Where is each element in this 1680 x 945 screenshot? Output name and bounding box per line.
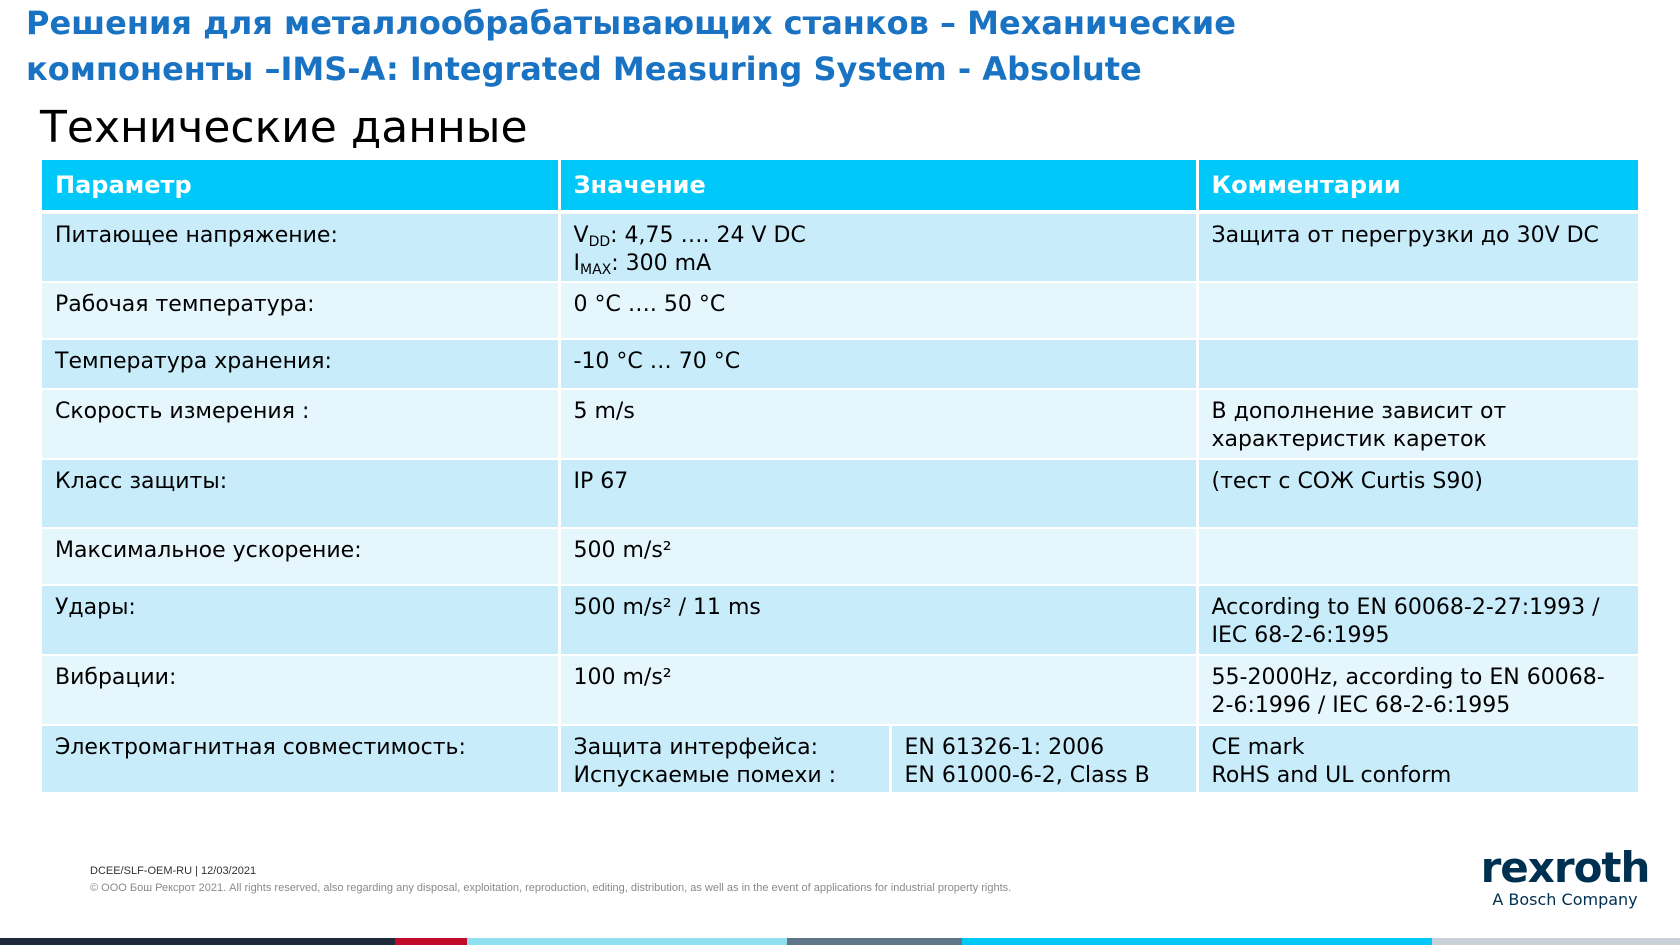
param-cell: Температура хранения:: [42, 339, 559, 389]
value-cell: -10 °C … 70 °C: [559, 339, 1197, 389]
param-cell: Рабочая температура:: [42, 282, 559, 339]
value-cell: 500 m/s² / 11 ms: [559, 585, 1197, 655]
section-title: Технические данные: [40, 102, 528, 153]
slide-title-line-1: Решения для металлообрабатывающих станков – Механические: [26, 4, 1236, 42]
table-row-speed: [42, 389, 1638, 459]
header-comment: Комментарии: [1197, 160, 1638, 212]
table-row-vibration: [42, 655, 1638, 725]
bottom-bar-segment: [467, 938, 787, 945]
emc-label-emission: Испускаемые помехи :: [573, 763, 837, 788]
value-cell: 100 m/s²: [559, 655, 1197, 725]
value-cell: 500 m/s²: [559, 528, 1197, 585]
table-row-supply: [42, 212, 1638, 282]
comment-cell: [1197, 282, 1638, 339]
bottom-bar-segment: [1432, 938, 1680, 945]
emc-comment-2: RoHS and UL conform: [1211, 763, 1452, 788]
comment-cell: [1197, 725, 1638, 793]
bottom-bar-segment: [395, 938, 467, 945]
param-cell: Вибрации:: [42, 655, 559, 725]
header-param: Параметр: [42, 160, 559, 212]
param-cell: Удары:: [42, 585, 559, 655]
value-cell: [559, 212, 1197, 282]
param-cell: Максимальное ускорение:: [42, 528, 559, 585]
slide-title: [26, 0, 1526, 92]
emc-standards-cell: [890, 725, 1197, 793]
imax-value: $I_{MAX}$: 300 mA: [573, 251, 712, 278]
emc-standard-2: EN 61000-6-2, Class B: [904, 763, 1150, 788]
header-value: Значение: [559, 160, 1197, 212]
slide-title-line-2: компоненты –IMS-A: Integrated Measuring System - Absolute: [26, 50, 1142, 88]
table-row-shock: [42, 585, 1638, 655]
table-row-storage-temp: [42, 339, 1638, 389]
param-cell: Класс защиты:: [42, 459, 559, 528]
bottom-bar-segment: [787, 938, 962, 945]
vdd-value: $V_{DD}$: 4,75 …. 24 V DC: [573, 223, 806, 250]
comment-cell: (тест с СОЖ Curtis S90): [1197, 459, 1638, 528]
param-cell: Скорость измерения :: [42, 389, 559, 459]
bottom-bar-segment: [0, 938, 395, 945]
logo-tagline: A Bosch Company: [1492, 890, 1638, 909]
bottom-color-bar: [0, 938, 1680, 945]
table-row-protection: [42, 459, 1638, 528]
comment-cell: According to EN 60068-2-27:1993 / IEC 68-2-6:1995: [1197, 585, 1638, 655]
rexroth-logo: [1480, 843, 1650, 910]
comment-cell: [1197, 339, 1638, 389]
comment-cell: [1197, 528, 1638, 585]
table-row-acceleration: [42, 528, 1638, 585]
table-row-emc: [42, 725, 1638, 793]
table-row-operating-temp: [42, 282, 1638, 339]
param-cell: Электромагнитная совместимость:: [42, 725, 559, 793]
comment-cell: В дополнение зависит от характеристик кареток: [1197, 389, 1638, 459]
logo-wordmark: rexroth: [1480, 843, 1650, 892]
comment-cell: Защита от перегрузки до 30V DC: [1197, 212, 1638, 282]
comment-cell: 55-2000Hz, according to EN 60068-2-6:1996 / IEC 68-2-6:1995: [1197, 655, 1638, 725]
emc-comment-1: CE mark: [1211, 735, 1305, 760]
emc-labels-cell: [559, 725, 890, 793]
footer-copyright: © ООО Бош Рексрот 2021. All rights reserved, also regarding any disposal, exploitation, reproduction, editing, distribution, as well as in the event of applications for industrial property rights.: [90, 882, 1012, 894]
emc-label-interface: Защита интерфейса:: [573, 735, 819, 760]
spec-table: [42, 160, 1638, 794]
value-cell: 0 °C …. 50 °C: [559, 282, 1197, 339]
bottom-bar-segment: [962, 938, 1432, 945]
footer-document-code: DCEE/SLF-OEM-RU | 12/03/2021: [90, 865, 257, 877]
table-header-row: [42, 160, 1638, 212]
value-cell: 5 m/s: [559, 389, 1197, 459]
param-cell: Питающее напряжение:: [42, 212, 559, 282]
value-cell: IP 67: [559, 459, 1197, 528]
emc-standard-1: EN 61326-1: 2006: [904, 735, 1105, 760]
